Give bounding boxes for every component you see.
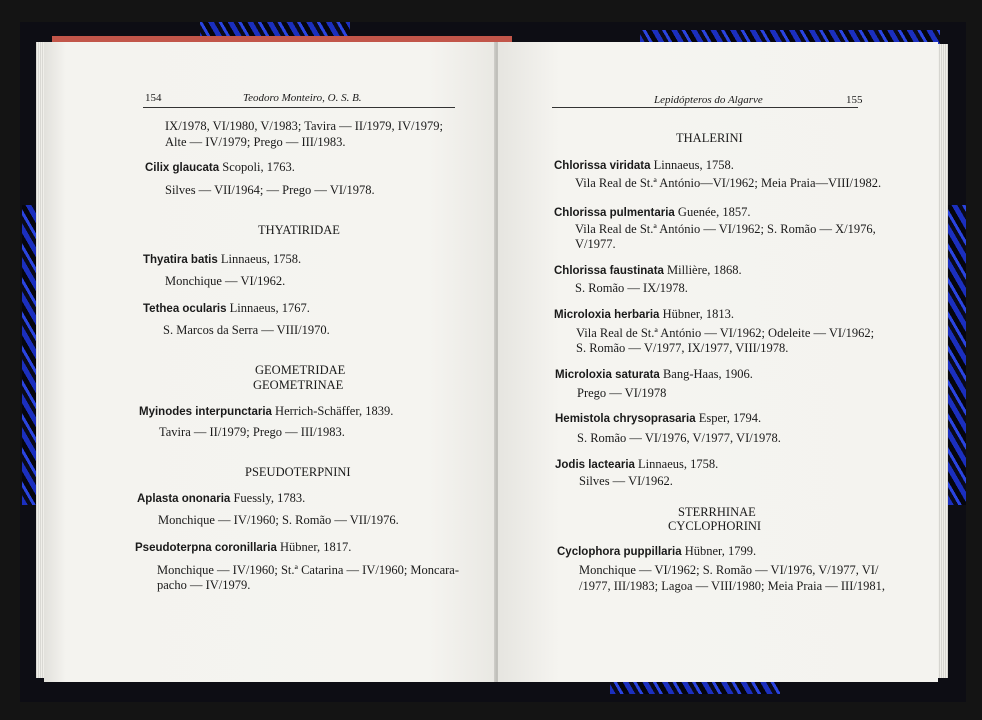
species-name: Hemistola chrysoprasaria [555, 413, 696, 425]
species-name: Cyclophora puppillaria [557, 546, 682, 558]
text-line: Monchique — IV/1960; S. Romão — VII/1976. [158, 513, 399, 527]
text-line: Tavira — II/1979; Prego — III/1983. [159, 425, 345, 439]
species-author: Herrich-Schäffer, 1839. [275, 404, 394, 418]
species-author: Hübner, 1813. [662, 307, 734, 321]
species-entry [554, 262, 742, 279]
species-entry [555, 410, 761, 427]
subfamily-heading: STERRHINAE [678, 505, 756, 519]
text-line: Silves — VI/1962. [579, 474, 673, 488]
species-name: Cilix glaucata [145, 162, 220, 174]
page-number: 155 [846, 94, 863, 106]
species-entry [557, 543, 756, 560]
species-author: Hübner, 1799. [684, 544, 757, 558]
text-line: IX/1978, VI/1980, V/1983; Tavira — II/1979, IV/1979; [165, 119, 443, 133]
running-head: Lepidópteros do Algarve [654, 94, 763, 106]
species-name: Chlorissa faustinata [554, 265, 664, 277]
tribe-heading: PSEUDOTERPNINI [245, 465, 351, 479]
species-name: Microloxia saturata [555, 369, 660, 381]
tribe-heading: THALERINI [676, 131, 743, 145]
species-entry [139, 403, 393, 420]
running-head: Teodoro Monteiro, O. S. B. [243, 92, 362, 104]
species-name: Myinodes interpunctaria [139, 406, 272, 418]
species-name: Chlorissa viridata [554, 160, 651, 172]
species-name: Microloxia herbaria [554, 309, 660, 321]
text-line: V/1977. [575, 237, 616, 251]
tribe-heading: CYCLOPHORINI [668, 519, 762, 533]
species-author: Bang-Haas, 1906. [662, 367, 753, 381]
marbled-endpaper-bottom [610, 682, 780, 694]
subfamily-heading: GEOMETRINAE [253, 378, 344, 392]
text-line: Monchique — IV/1960; St.ª Catarina — IV/1960; Moncara- [157, 563, 460, 577]
species-entry [137, 490, 305, 507]
text-line: Monchique — VI/1962. [165, 274, 286, 288]
species-entry [554, 204, 750, 221]
text-line: Monchique — VI/1962; S. Romão — VI/1976, V/1977, VI/ [579, 563, 879, 577]
species-entry [145, 159, 295, 176]
text-line: pacho — IV/1979. [157, 578, 251, 592]
text-line: S. Romão — IX/1978. [575, 281, 688, 295]
species-entry [555, 456, 718, 473]
species-author: Esper, 1794. [698, 411, 762, 425]
text-line: Prego — VI/1978 [577, 386, 667, 400]
species-author: Linnaeus, 1758. [653, 158, 734, 172]
species-author: Guenée, 1857. [677, 205, 751, 219]
marbled-endpaper-right [948, 205, 966, 505]
species-name: Thyatira batis [143, 254, 218, 266]
text-line: Vila Real de St.ª António—VI/1962; Meia Praia—VIII/1982. [575, 176, 882, 190]
species-entry [143, 251, 301, 268]
family-heading: GEOMETRIDAE [255, 363, 346, 377]
species-author: Millière, 1868. [667, 263, 742, 277]
page-number: 154 [145, 92, 162, 104]
species-author: Fuessly, 1783. [233, 491, 306, 505]
left-page [44, 42, 496, 682]
header-rule [552, 107, 858, 108]
species-name: Pseudoterpna coronillaria [135, 542, 277, 554]
header-rule [143, 107, 455, 108]
species-author: Linnaeus, 1767. [229, 301, 310, 315]
text-line: Alte — IV/1979; Prego — III/1983. [165, 135, 346, 149]
family-heading: THYATIRIDAE [258, 223, 340, 237]
text-line: S. Marcos da Serra — VIII/1970. [163, 323, 330, 337]
species-name: Aplasta ononaria [137, 493, 231, 505]
species-author: Linnaeus, 1758. [220, 252, 302, 266]
species-author: Scopoli, 1763. [222, 160, 295, 174]
species-name: Chlorissa pulmentaria [554, 207, 675, 219]
species-name: Tethea ocularis [143, 303, 227, 315]
text-line: Vila Real de St.ª António — VI/1962; Odeleite — VI/1962; [576, 326, 875, 340]
text-line: Vila Real de St.ª António — VI/1962; S. Romão — X/1976, [575, 222, 876, 236]
species-author: Hübner, 1817. [280, 540, 352, 554]
right-page [498, 42, 938, 682]
species-entry [135, 539, 351, 556]
species-entry [554, 157, 734, 174]
text-line: /1977, III/1983; Lagoa — VIII/1980; Meia Praia — III/1981, [579, 579, 885, 593]
species-name: Jodis lactearia [555, 459, 635, 471]
text-line: S. Romão — VI/1976, V/1977, VI/1978. [577, 431, 781, 445]
text-line: Silves — VII/1964; — Prego — VI/1978. [165, 183, 375, 197]
species-entry [555, 366, 753, 383]
species-entry [554, 306, 734, 323]
species-entry [143, 300, 310, 317]
text-line: S. Romão — V/1977, IX/1977, VIII/1978. [576, 341, 789, 355]
species-author: Linnaeus, 1758. [638, 457, 719, 471]
